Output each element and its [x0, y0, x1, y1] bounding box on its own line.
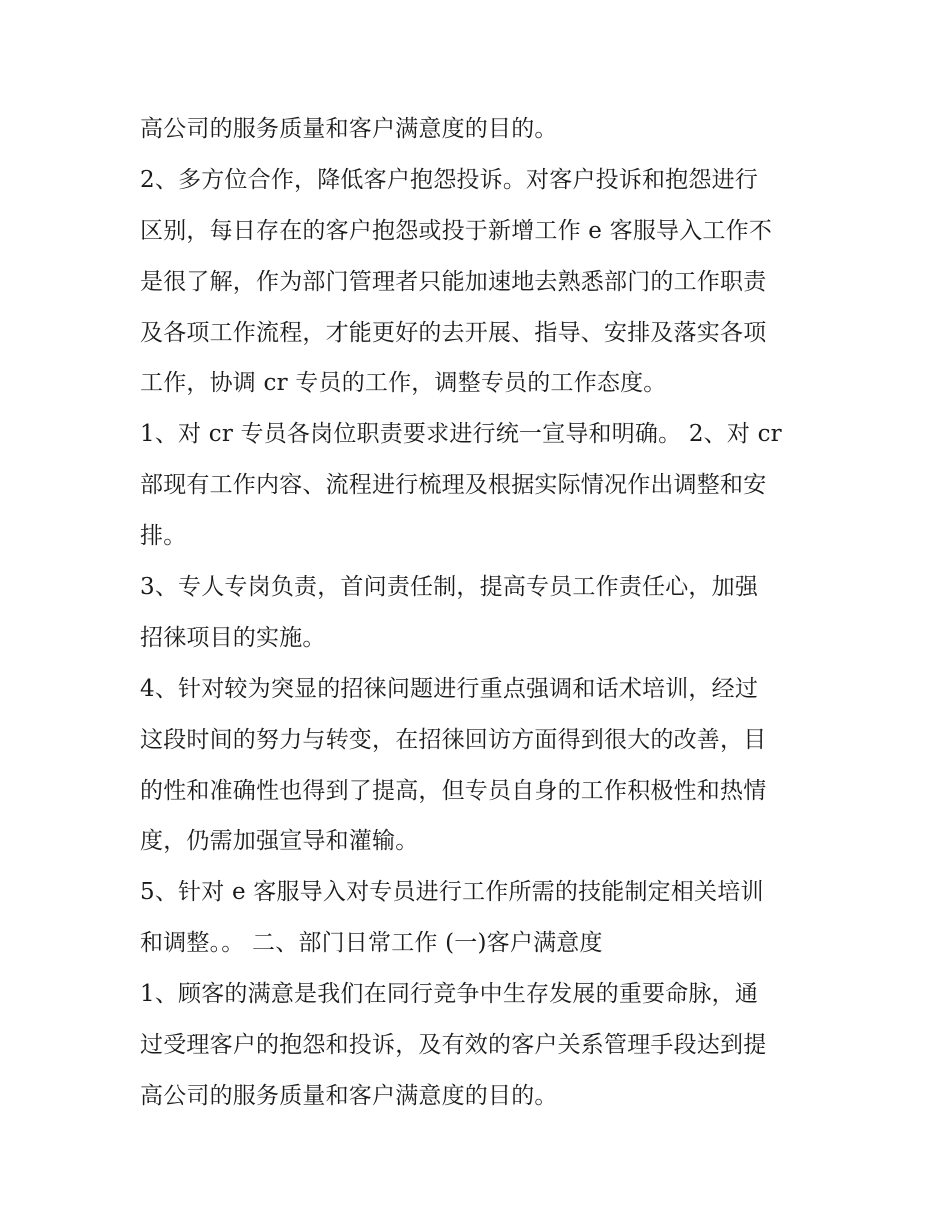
text-line: 3、专人专岗负责，首问责任制，提高专员工作责任心，加强 — [140, 574, 759, 601]
text-line: 度，仍需加强宣导和灌输。 — [140, 828, 419, 855]
text-line: 1、顾客的满意是我们在同行竞争中生存发展的重要命脉，通 — [140, 981, 759, 1008]
body-text — [140, 104, 830, 1122]
text-line: 区别，每日存在的客户抱怨或投于新增工作 e 客服导入工作不 — [140, 217, 773, 244]
text-line: 招徕项目的实施。 — [140, 624, 326, 651]
text-line: 5、针对 e 客服导入对专员进行工作所需的技能制定相关培训 — [140, 879, 764, 906]
text-line: 过受理客户的抱怨和投诉，及有效的客户关系管理手段达到提 — [140, 1032, 767, 1059]
text-line: 部现有工作内容、流程进行梳理及根据实际情况作出调整和安 — [140, 472, 767, 499]
text-line: 高公司的服务质量和客户满意度的目的。 — [140, 116, 558, 142]
text-line: 1、对 cr 专员各岗位职责要求进行统一宣导和明确。 2、对 cr — [140, 421, 782, 448]
text-line: 和调整。。 二、部门日常工作 (一)客户满意度 — [140, 930, 603, 957]
text-line: 的性和准确性也得到了提高，但专员自身的工作积极性和热情 — [140, 777, 767, 804]
text-line: 高公司的服务质量和客户满意度的目的。 — [140, 1082, 558, 1109]
text-line: 4、针对较为突显的招徕问题进行重点强调和话术培训，经过 — [140, 675, 759, 702]
text-line: 这段时间的努力与转变，在招徕回访方面得到很大的改善，目 — [140, 726, 767, 753]
text-line: 是很了解，作为部门管理者只能加速地去熟悉部门的工作职责 — [140, 268, 767, 295]
text-line: 及各项工作流程，才能更好的去开展、指导、安排及落实各项 — [140, 319, 767, 346]
text-line: 排。 — [140, 523, 187, 550]
text-line: 工作，协调 cr 专员的工作，调整专员的工作态度。 — [140, 370, 667, 397]
text-line: 2、多方位合作，降低客户抱怨投诉。对客户投诉和抱怨进行 — [140, 166, 759, 193]
